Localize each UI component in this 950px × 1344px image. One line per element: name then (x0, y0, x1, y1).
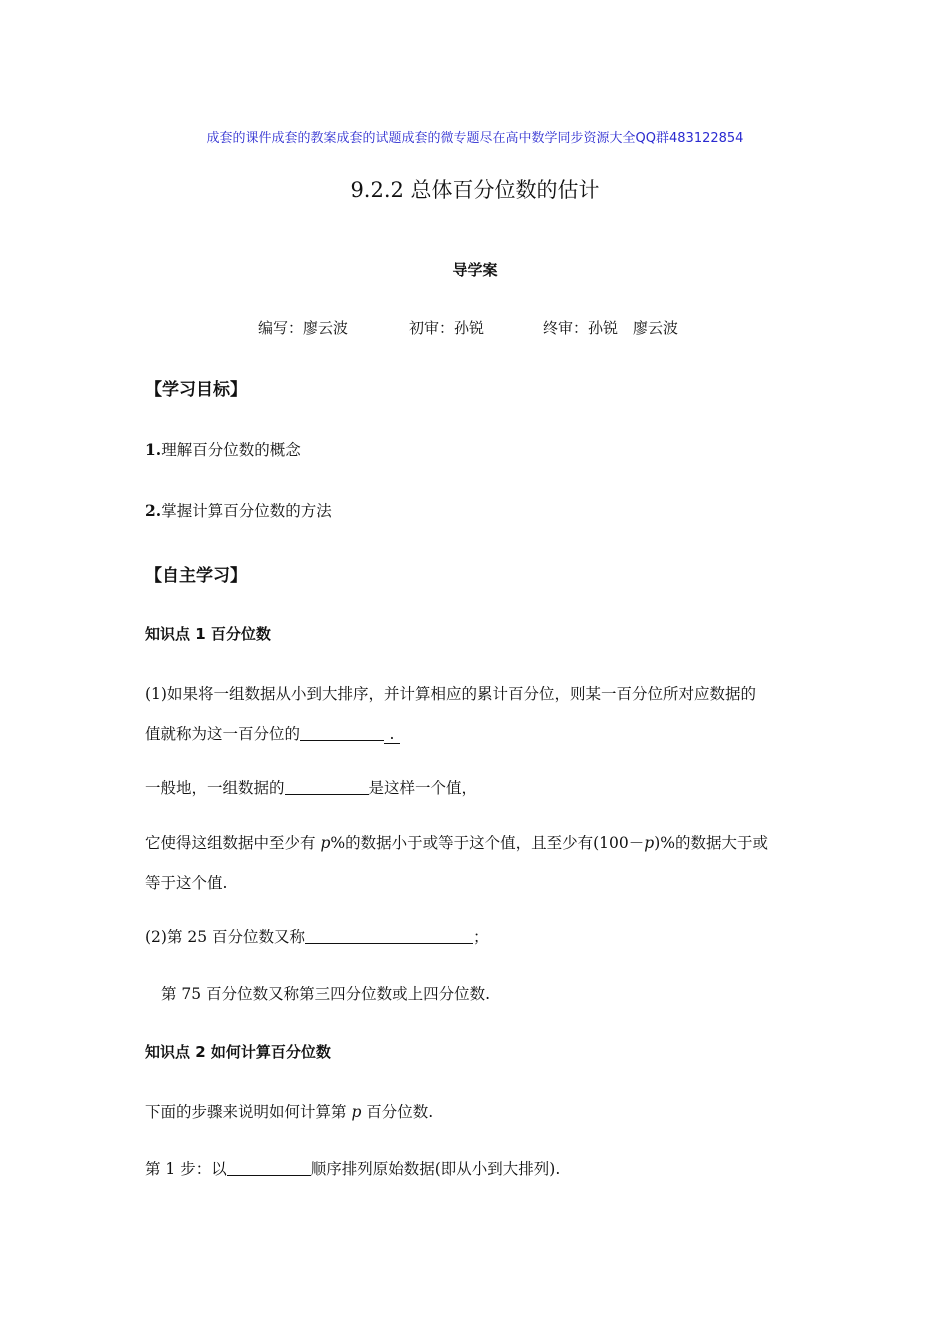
objective-text: 理解百分位数的概念 (161, 441, 301, 459)
kp2-p1-text-b: 百分位数. (361, 1103, 434, 1121)
kp1-p4-text-a: (2)第 25 百分位数又称 (145, 928, 306, 946)
fill-blank[interactable] (285, 780, 369, 795)
kp1-paragraph-4 (145, 925, 489, 947)
self-study-heading: 【自主学习】 (145, 566, 247, 586)
subtitle: 导学案 (452, 261, 498, 279)
kp2-step-1 (145, 1157, 560, 1179)
kp1-p1-text: 值就称为这一百分位的 (145, 725, 301, 743)
fill-blank[interactable] (300, 726, 384, 741)
kp2-p1-text-a: 下面的步骤来说明如何计算第 (145, 1103, 352, 1121)
knowledge-point-1-heading: 知识点 1 百分位数 (145, 625, 271, 643)
objective-item (145, 499, 332, 521)
kp1-p3-text-c: )%的数据大于或 (654, 834, 768, 852)
kp2-step1-text-b: 顺序排列原始数据(即从小到大排列). (310, 1160, 561, 1178)
objective-text: 掌握计算百分位数的方法 (161, 502, 332, 520)
objective-number: 2. (145, 501, 162, 520)
kp1-paragraph-1-line-1: (1)如果将一组数据从小到大排序，并计算相应的累计百分位，则某一百分位所对应数据的 (145, 685, 756, 703)
math-var-p: p (644, 834, 655, 852)
fill-blank[interactable] (227, 1161, 311, 1176)
fill-blank[interactable] (305, 929, 473, 944)
header-banner[interactable]: 成套的课件成套的教案成套的试题成套的微专题尽在高中数学同步资源大全QQ群483122854 (206, 131, 744, 146)
kp1-p1-period: . (384, 725, 400, 744)
objective-item (145, 438, 301, 460)
author-reviewer: 初审：孙锐 (409, 319, 485, 337)
kp2-paragraph-1 (145, 1100, 433, 1122)
math-var-p: p (320, 834, 331, 852)
kp1-paragraph-5: 第 75 百分位数又称第三四分位数或上四分位数. (161, 985, 491, 1003)
objectives-heading: 【学习目标】 (145, 380, 247, 400)
kp1-p2-text-b: 是这样一个值， (368, 779, 478, 797)
objective-number: 1. (145, 440, 162, 459)
kp1-paragraph-2 (145, 776, 477, 798)
knowledge-point-2-heading: 知识点 2 如何计算百分位数 (145, 1043, 331, 1061)
kp2-step1-text-a: 第 1 步：以 (145, 1160, 227, 1178)
kp1-p3-text-b: %的数据小于或等于这个值，且至少有(100－ (330, 834, 645, 852)
kp1-paragraph-3-line-2: 等于这个值. (145, 874, 228, 892)
math-var-p: p (351, 1103, 362, 1121)
kp1-p4-text-b: ； (473, 928, 489, 946)
author-writer: 编写：廖云波 (258, 319, 349, 337)
kp1-p3-text-a: 它使得这组数据中至少有 (145, 834, 321, 852)
kp1-p2-text-a: 一般地，一组数据的 (145, 779, 285, 797)
kp1-paragraph-1-line-2 (145, 722, 400, 744)
kp1-paragraph-3-line-1 (145, 831, 768, 853)
page-title: 9.2.2 总体百分位数的估计 (350, 178, 600, 202)
author-final-reviewer: 终审：孙锐 廖云波 (543, 319, 679, 337)
